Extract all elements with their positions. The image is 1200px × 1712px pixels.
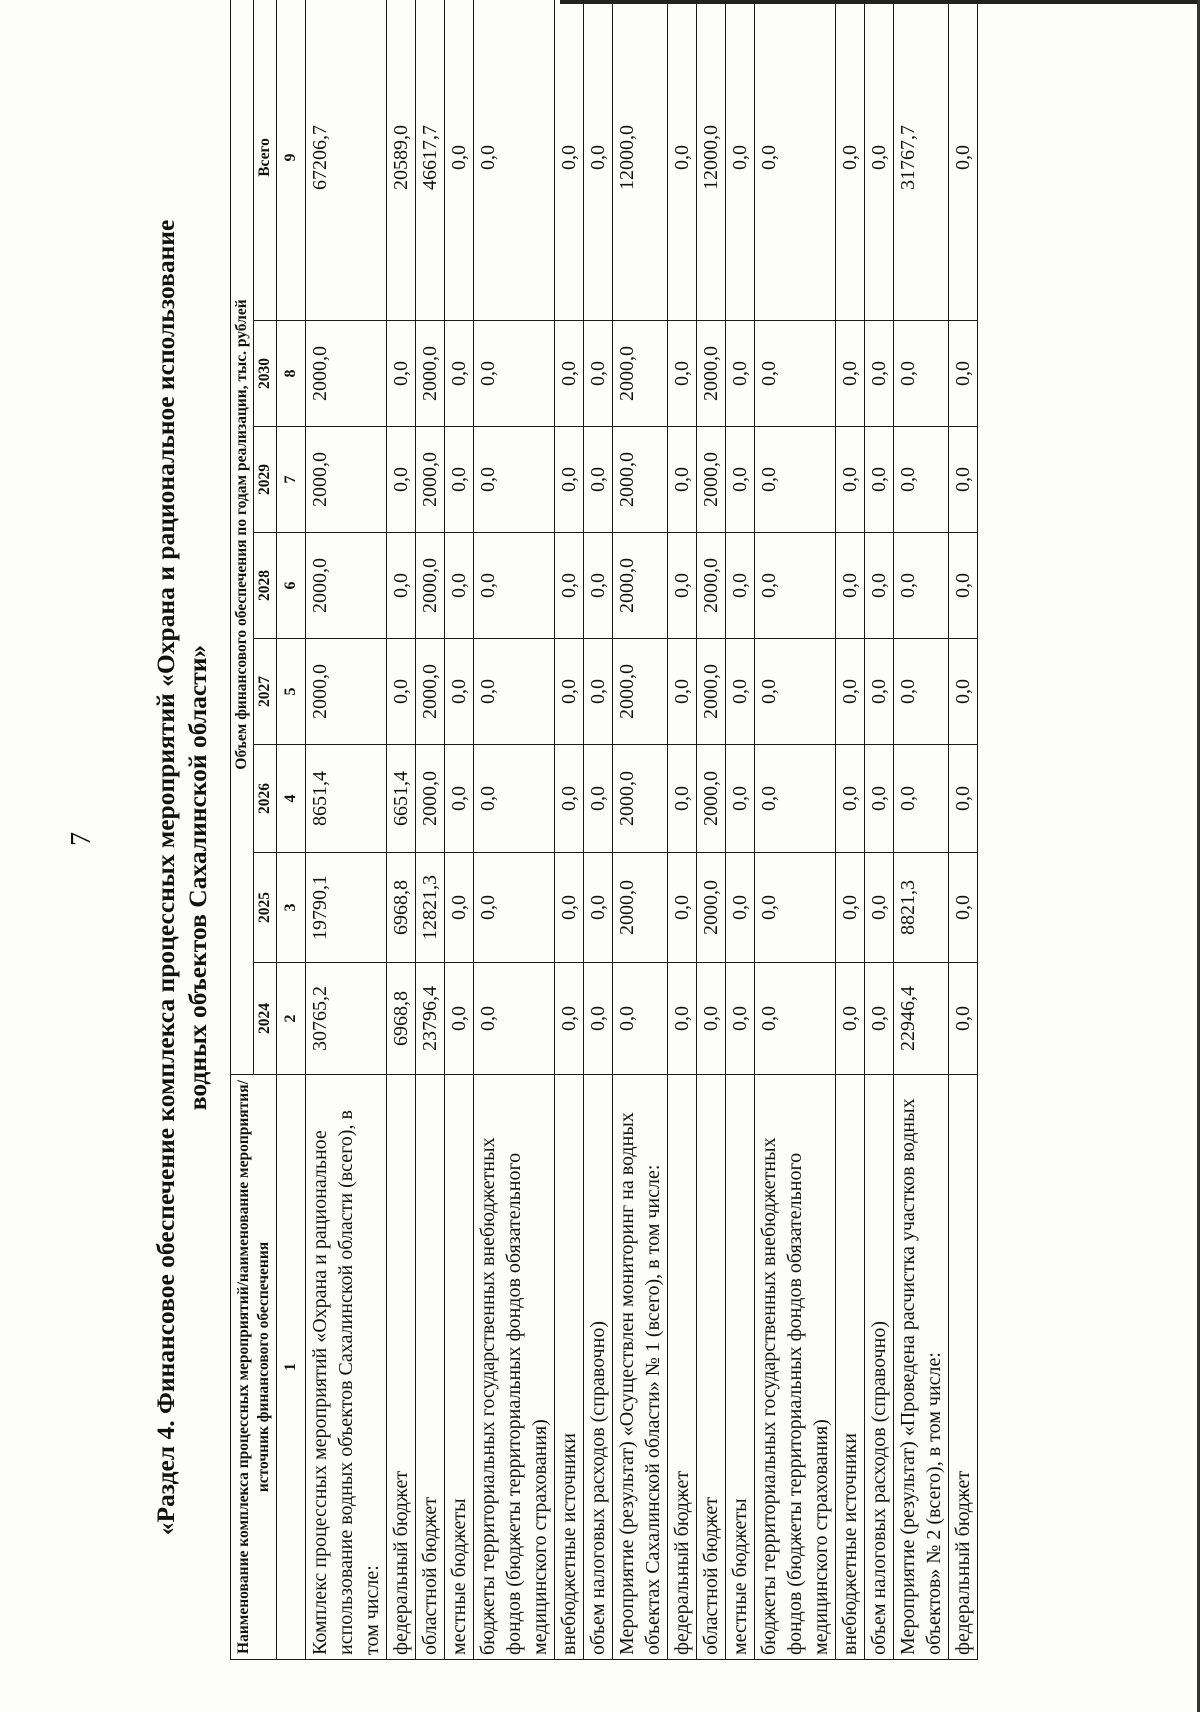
table-row [387, 0, 416, 1660]
row-year-value: 0,0 [894, 745, 949, 853]
row-year-value: 2000,0 [697, 533, 726, 639]
row-year-value: 2000,0 [306, 321, 387, 427]
row-name: объем налоговых расходов (справочно) [865, 1075, 894, 1660]
row-total-value: 0,0 [836, 0, 865, 321]
header-row-1 [231, 0, 254, 1660]
row-year-value: 0,0 [836, 639, 865, 745]
header-year: 2028 [254, 533, 277, 639]
row-year-value: 0,0 [894, 427, 949, 533]
row-year-value: 2000,0 [613, 321, 668, 427]
row-year-value: 0,0 [949, 321, 978, 427]
header-row-col-numbers [277, 0, 306, 1660]
row-year-value: 0,0 [555, 427, 584, 533]
header-year: 2030 [254, 321, 277, 427]
table-row [697, 0, 726, 1660]
row-year-value: 2000,0 [416, 639, 445, 745]
row-year-value: 0,0 [613, 963, 668, 1075]
row-year-value: 0,0 [668, 639, 697, 745]
row-year-value: 2000,0 [416, 533, 445, 639]
table-body [306, 0, 978, 1660]
row-year-value: 0,0 [474, 963, 555, 1075]
row-year-value: 0,0 [445, 427, 474, 533]
row-year-value: 0,0 [949, 745, 978, 853]
row-name: Комплекс процессных мероприятий «Охрана и рациональное использование водных объектов Сахалинской области (всего), в том числе: [306, 1075, 387, 1660]
row-year-value: 2000,0 [306, 533, 387, 639]
row-year-value: 0,0 [445, 963, 474, 1075]
row-year-value: 0,0 [474, 745, 555, 853]
row-total-value: 46617,7 [416, 0, 445, 321]
row-year-value: 30765,2 [306, 963, 387, 1075]
row-year-value: 0,0 [697, 963, 726, 1075]
row-year-value: 0,0 [755, 639, 836, 745]
row-total-value: 12000,0 [613, 0, 668, 321]
table-row [584, 0, 613, 1660]
row-year-value: 0,0 [584, 963, 613, 1075]
row-year-value: 0,0 [949, 533, 978, 639]
header-year: 2027 [254, 639, 277, 745]
row-total-value: 0,0 [949, 0, 978, 321]
row-year-value: 0,0 [555, 963, 584, 1075]
table-row [726, 0, 755, 1660]
row-year-value: 0,0 [584, 321, 613, 427]
row-total-value: 0,0 [445, 0, 474, 321]
row-year-value: 6968,8 [387, 963, 416, 1075]
row-year-value: 2000,0 [697, 639, 726, 745]
row-year-value: 0,0 [865, 745, 894, 853]
col-number: 7 [277, 427, 306, 533]
row-year-value: 2000,0 [613, 745, 668, 853]
row-year-value: 2000,0 [416, 745, 445, 853]
row-total-value: 0,0 [726, 0, 755, 321]
row-year-value: 0,0 [445, 745, 474, 853]
table-row [474, 0, 555, 1660]
col-number: 4 [277, 745, 306, 853]
col-number: 8 [277, 321, 306, 427]
row-year-value: 0,0 [474, 321, 555, 427]
table-row [894, 0, 949, 1660]
row-year-value: 2000,0 [697, 427, 726, 533]
row-total-value: 0,0 [584, 0, 613, 321]
row-total-value: 12000,0 [697, 0, 726, 321]
row-year-value: 8651,4 [306, 745, 387, 853]
row-year-value: 2000,0 [416, 321, 445, 427]
row-year-value: 0,0 [755, 427, 836, 533]
row-total-value: 31767,7 [894, 0, 949, 321]
row-name: областной бюджет [416, 1075, 445, 1660]
row-year-value: 0,0 [836, 853, 865, 963]
row-year-value: 0,0 [445, 533, 474, 639]
row-year-value: 0,0 [474, 427, 555, 533]
row-year-value: 0,0 [445, 639, 474, 745]
row-total-value: 0,0 [474, 0, 555, 321]
row-year-value: 0,0 [726, 745, 755, 853]
row-total-value: 0,0 [755, 0, 836, 321]
row-year-value: 0,0 [894, 639, 949, 745]
row-year-value: 0,0 [949, 963, 978, 1075]
row-year-value: 0,0 [387, 427, 416, 533]
header-year: 2026 [254, 745, 277, 853]
row-name: объем налоговых расходов (справочно) [584, 1075, 613, 1660]
row-year-value: 0,0 [584, 427, 613, 533]
page-number: 7 [66, 832, 97, 846]
row-name: Мероприятие (результат) «Проведена расчистка участков водных объектов» № 2 (всего), в том числе: [894, 1075, 949, 1660]
row-year-value: 0,0 [755, 963, 836, 1075]
row-year-value: 22946,4 [894, 963, 949, 1075]
row-year-value: 0,0 [836, 963, 865, 1075]
row-name: бюджеты территориальных государственных внебюджетных фондов (бюджеты территориальных фондов обязательного медицинского страхования) [755, 1075, 836, 1660]
row-year-value: 0,0 [865, 639, 894, 745]
row-year-value: 2000,0 [697, 321, 726, 427]
row-year-value: 0,0 [726, 321, 755, 427]
row-name: внебюджетные источники [555, 1075, 584, 1660]
row-year-value: 0,0 [584, 533, 613, 639]
col-number: 1 [277, 1075, 306, 1660]
table-row [306, 0, 387, 1660]
row-name: Мероприятие (результат) «Осуществлен мониторинг на водных объектах Сахалинской области» № 1 (всего), в том числе: [613, 1075, 668, 1660]
row-year-value: 0,0 [865, 853, 894, 963]
row-year-value: 0,0 [865, 533, 894, 639]
row-year-value: 0,0 [555, 745, 584, 853]
row-year-value: 0,0 [836, 533, 865, 639]
row-year-value: 0,0 [865, 321, 894, 427]
row-year-value: 19790,1 [306, 853, 387, 963]
row-year-value: 0,0 [445, 853, 474, 963]
row-total-value: 0,0 [865, 0, 894, 321]
row-name: бюджеты территориальных государственных внебюджетных фондов (бюджеты территориальных фондов обязательного медицинского страхования) [474, 1075, 555, 1660]
row-year-value: 2000,0 [306, 427, 387, 533]
row-year-value: 2000,0 [306, 639, 387, 745]
row-year-value: 8821,3 [894, 853, 949, 963]
table-row [416, 0, 445, 1660]
table-row [668, 0, 697, 1660]
row-year-value: 0,0 [755, 853, 836, 963]
row-name: федеральный бюджет [387, 1075, 416, 1660]
row-year-value: 0,0 [836, 427, 865, 533]
row-year-value: 0,0 [387, 533, 416, 639]
row-year-value: 0,0 [584, 853, 613, 963]
row-year-value: 0,0 [865, 427, 894, 533]
row-total-value: 0,0 [668, 0, 697, 321]
row-year-value: 0,0 [387, 639, 416, 745]
row-year-value: 6651,4 [387, 745, 416, 853]
row-year-value: 0,0 [445, 321, 474, 427]
table-row [445, 0, 474, 1660]
row-year-value: 2000,0 [613, 427, 668, 533]
table-row [613, 0, 668, 1660]
header-year: 2025 [254, 853, 277, 963]
row-year-value: 0,0 [668, 963, 697, 1075]
row-total-value: 0,0 [555, 0, 584, 321]
row-year-value: 0,0 [555, 533, 584, 639]
row-year-value: 2000,0 [416, 427, 445, 533]
header-year: 2029 [254, 427, 277, 533]
table-row [555, 0, 584, 1660]
row-year-value: 0,0 [949, 639, 978, 745]
section-title [150, 95, 214, 1660]
col-number: 3 [277, 853, 306, 963]
row-year-value: 0,0 [726, 533, 755, 639]
row-name: местные бюджеты [445, 1075, 474, 1660]
row-year-value: 0,0 [668, 321, 697, 427]
header-total: Всего [254, 0, 277, 321]
table-row [755, 0, 836, 1660]
row-year-value: 0,0 [949, 427, 978, 533]
row-year-value: 0,0 [949, 853, 978, 963]
header-volume: Объем финансового обеспечения по годам реализации, тыс. рублей [231, 0, 254, 1075]
row-year-value: 0,0 [755, 321, 836, 427]
row-year-value: 0,0 [836, 321, 865, 427]
row-total-value: 67206,7 [306, 0, 387, 321]
row-year-value: 0,0 [387, 321, 416, 427]
row-year-value: 0,0 [755, 745, 836, 853]
table-row [836, 0, 865, 1660]
row-year-value: 0,0 [474, 533, 555, 639]
row-year-value: 0,0 [894, 533, 949, 639]
col-number: 9 [277, 0, 306, 321]
row-year-value: 0,0 [668, 533, 697, 639]
row-year-value: 2000,0 [697, 745, 726, 853]
section-title-line1: «Раздел 4. Финансовое обеспечение комплекса процессных мероприятий «Охрана и рациональное использование [151, 219, 180, 1536]
row-year-value: 0,0 [726, 639, 755, 745]
row-year-value: 2000,0 [697, 853, 726, 963]
row-name: областной бюджет [697, 1075, 726, 1660]
header-name-col: Наименование комплекса процессных мероприятий/наименование мероприятия/источник финансового обеспечения [231, 1075, 277, 1660]
row-year-value: 0,0 [668, 427, 697, 533]
financing-table [230, 0, 978, 1660]
row-year-value: 2000,0 [613, 533, 668, 639]
row-year-value: 0,0 [726, 427, 755, 533]
row-year-value: 2000,0 [613, 853, 668, 963]
row-year-value: 23796,4 [416, 963, 445, 1075]
row-year-value: 2000,0 [613, 639, 668, 745]
row-total-value: 20589,0 [387, 0, 416, 321]
row-year-value: 0,0 [555, 321, 584, 427]
rotated-page-content [150, 95, 978, 1660]
row-name: внебюджетные источники [836, 1075, 865, 1660]
row-year-value: 0,0 [865, 963, 894, 1075]
row-year-value: 12821,3 [416, 853, 445, 963]
col-number: 6 [277, 533, 306, 639]
row-name: местные бюджеты [726, 1075, 755, 1660]
row-year-value: 0,0 [726, 963, 755, 1075]
section-title-line2: водных объектов Сахалинской области» [183, 644, 212, 1111]
row-year-value: 0,0 [584, 745, 613, 853]
row-year-value: 0,0 [726, 853, 755, 963]
row-year-value: 0,0 [668, 853, 697, 963]
col-number: 2 [277, 963, 306, 1075]
row-name: федеральный бюджет [668, 1075, 697, 1660]
row-year-value: 0,0 [836, 745, 865, 853]
table-row [949, 0, 978, 1660]
row-year-value: 0,0 [584, 639, 613, 745]
row-year-value: 0,0 [474, 853, 555, 963]
row-year-value: 6968,8 [387, 853, 416, 963]
header-year: 2024 [254, 963, 277, 1075]
row-year-value: 0,0 [474, 639, 555, 745]
col-number: 5 [277, 639, 306, 745]
row-year-value: 0,0 [555, 853, 584, 963]
row-year-value: 0,0 [668, 745, 697, 853]
row-year-value: 0,0 [894, 321, 949, 427]
row-name: федеральный бюджет [949, 1075, 978, 1660]
row-year-value: 0,0 [555, 639, 584, 745]
table-row [865, 0, 894, 1660]
row-year-value: 0,0 [755, 533, 836, 639]
